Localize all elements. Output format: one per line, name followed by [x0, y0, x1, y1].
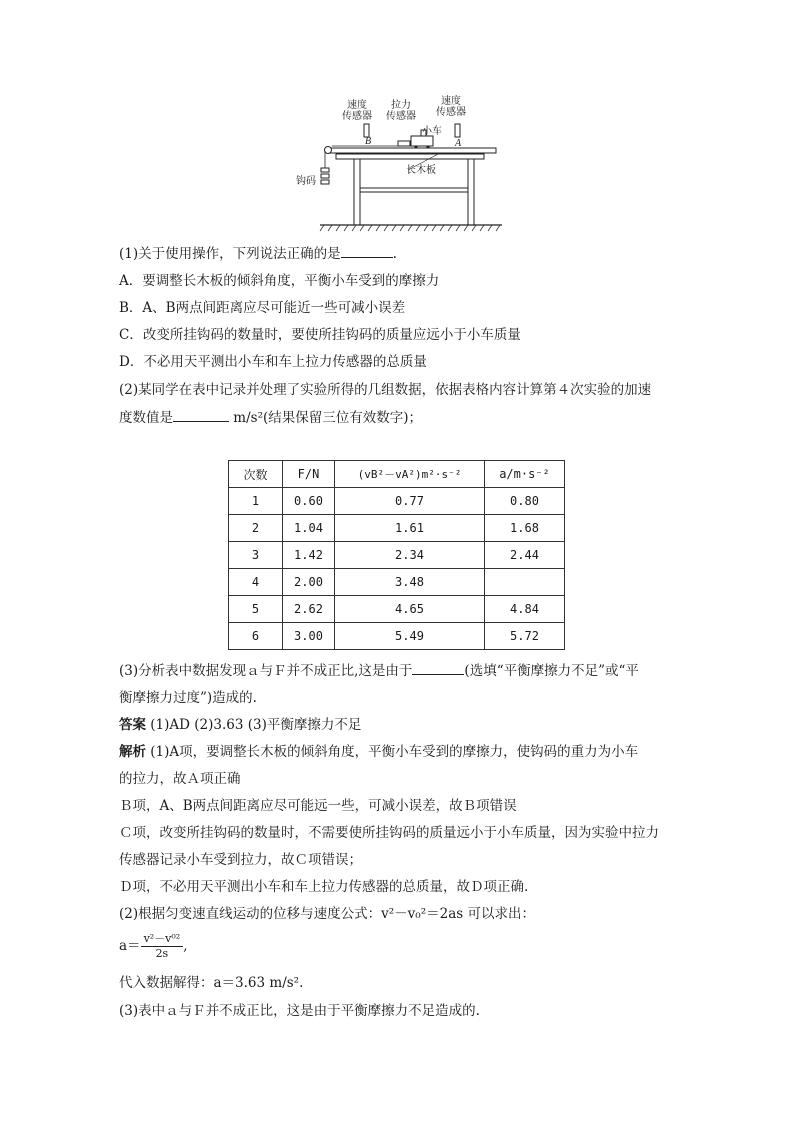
table-cell: 4.65 [335, 596, 485, 623]
table-cell [485, 569, 565, 596]
q3-line2: 衡摩擦力过度”)造成的. [119, 690, 257, 706]
q3-line1-text: (3)分析表中数据发现ａ与Ｆ并不成正比,这是由于 [119, 663, 413, 679]
table-cell: 1.04 [283, 515, 335, 542]
q2-line1: (2)某同学在表中记录并处理了实验所得的几组数据，依据表格内容计算第４次实验的加速 [119, 382, 652, 398]
analysis-line-3: Ｂ项，A、B两点间距离应尽可能远一些，可减小误差，故Ｂ项错误 [119, 798, 517, 814]
answer-label: 答案 [119, 717, 146, 733]
table-cell: 3 [229, 542, 283, 569]
point-a-label: A [455, 138, 462, 149]
formula-lhs: a＝ [119, 938, 141, 954]
table-cell: 1 [229, 488, 283, 515]
q2-line2-text: 度数值是 [119, 410, 173, 426]
analysis-line-4: Ｃ项，改变所挂钩码的数量时，不需要使所挂钩码的质量远小于小车质量，因为实验中拉力 [119, 825, 659, 841]
table-row [229, 542, 565, 569]
q2-line2 [119, 409, 422, 427]
analysis-q3: (3)表中ａ与Ｆ并不成正比，这是由于平衡摩擦力不足造成的. [119, 1003, 480, 1019]
table-cell: 2.44 [485, 542, 565, 569]
table-cell: 0.77 [335, 488, 485, 515]
table-cell: 2 [229, 515, 283, 542]
table-cell: 5.72 [485, 623, 565, 650]
q2-answer-blank [173, 421, 229, 422]
q3-answer-blank [412, 674, 464, 675]
q1-option-d: D．不必用天平测出小车和车上拉力传感器的总质量 [119, 354, 427, 370]
formula-fraction [141, 932, 184, 961]
table-cell: 5.49 [335, 623, 485, 650]
q1-option-c: C．改变所挂钩码的数量时，要使所挂钩码的质量应远小于小车质量 [119, 327, 521, 343]
table-row [229, 623, 565, 650]
analysis-line-6: Ｄ项，不必用天平测出小车和车上拉力传感器的总质量，故Ｄ项正确. [119, 879, 529, 895]
analysis-result: 代入数据解得：a＝3.63 m/s². [119, 975, 304, 991]
table-row [229, 569, 565, 596]
table-cell: 1.42 [283, 542, 335, 569]
table-header-row [229, 461, 565, 488]
analysis-text: (1)A项，要调整长木板的倾斜角度，平衡小车受到的摩擦力，使钩码的重力为小车 [146, 744, 639, 760]
answer-text: (1)AD (2)3.63 (3)平衡摩擦力不足 [146, 717, 362, 733]
analysis-label: 解析 [119, 744, 146, 760]
table-cell: 6 [229, 623, 283, 650]
table-cell: 1.61 [335, 515, 485, 542]
data-table [228, 460, 565, 650]
analysis-line-7: (2)根据匀变速直线运动的位移与速度公式：v²－v₀²＝2as 可以求出： [119, 906, 535, 922]
q1-stem [119, 245, 397, 263]
q1-option-b: B．A、B两点间距离应尽可能近一些可减小误差 [119, 300, 406, 316]
q1-stem-text: (1)关于使用操作，下列说法正确的是 [119, 246, 341, 262]
q2-line2-unit: m/s²(结果保留三位有效数字)； [229, 410, 423, 426]
table-cell: 5 [229, 596, 283, 623]
table-header-cell: F/N [283, 461, 335, 488]
table-cell: 2.00 [283, 569, 335, 596]
point-b-label: B [365, 136, 372, 147]
analysis-line-2: 的拉力，故Ａ项正确 [119, 771, 241, 787]
table-cell: 0.60 [283, 488, 335, 515]
table-cell: 3.48 [335, 569, 485, 596]
speed-sensor-b-label: 速度 传感器 [342, 100, 372, 122]
force-sensor-label: 拉力 传感器 [386, 100, 416, 122]
formula-tail: , [183, 938, 188, 954]
table-row [229, 515, 565, 542]
q1-stem-end: . [392, 246, 397, 262]
speed-sensor-a-label: 速度 传感器 [436, 96, 466, 118]
table-row [229, 596, 565, 623]
formula-denominator: 2s [155, 947, 169, 960]
q3-line1-tail: (选填“平衡摩擦力不足”或“平 [464, 663, 639, 679]
table-row [229, 488, 565, 515]
acceleration-formula [119, 930, 188, 962]
hook-weights-label: 钩码 [296, 176, 316, 187]
answer-line [119, 716, 361, 734]
q1-option-a: A．要调整长木板的倾斜角度，平衡小车受到的摩擦力 [119, 273, 440, 289]
table-cell: 0.80 [485, 488, 565, 515]
car-label: 小车 [422, 126, 442, 137]
table-cell: 2.34 [335, 542, 485, 569]
table-cell: 4.84 [485, 596, 565, 623]
table-header-cell: (vB²－vA²)m²·s⁻² [335, 461, 485, 488]
table-header-cell: a/m·s⁻² [485, 461, 565, 488]
analysis-line-5: 传感器记录小车受到拉力，故Ｃ项错误； [119, 852, 362, 868]
q1-answer-blank [341, 257, 393, 258]
q3-line1 [119, 662, 639, 680]
apparatus-figure [290, 88, 530, 234]
table-cell: 1.68 [485, 515, 565, 542]
analysis-line-1 [119, 743, 638, 761]
table-cell: 2.62 [283, 596, 335, 623]
formula-numerator: v²－v⁰² [141, 932, 184, 947]
board-label: 长木板 [406, 165, 436, 176]
table-header-cell: 次数 [229, 461, 283, 488]
table-cell: 3.00 [283, 623, 335, 650]
table-cell: 4 [229, 569, 283, 596]
